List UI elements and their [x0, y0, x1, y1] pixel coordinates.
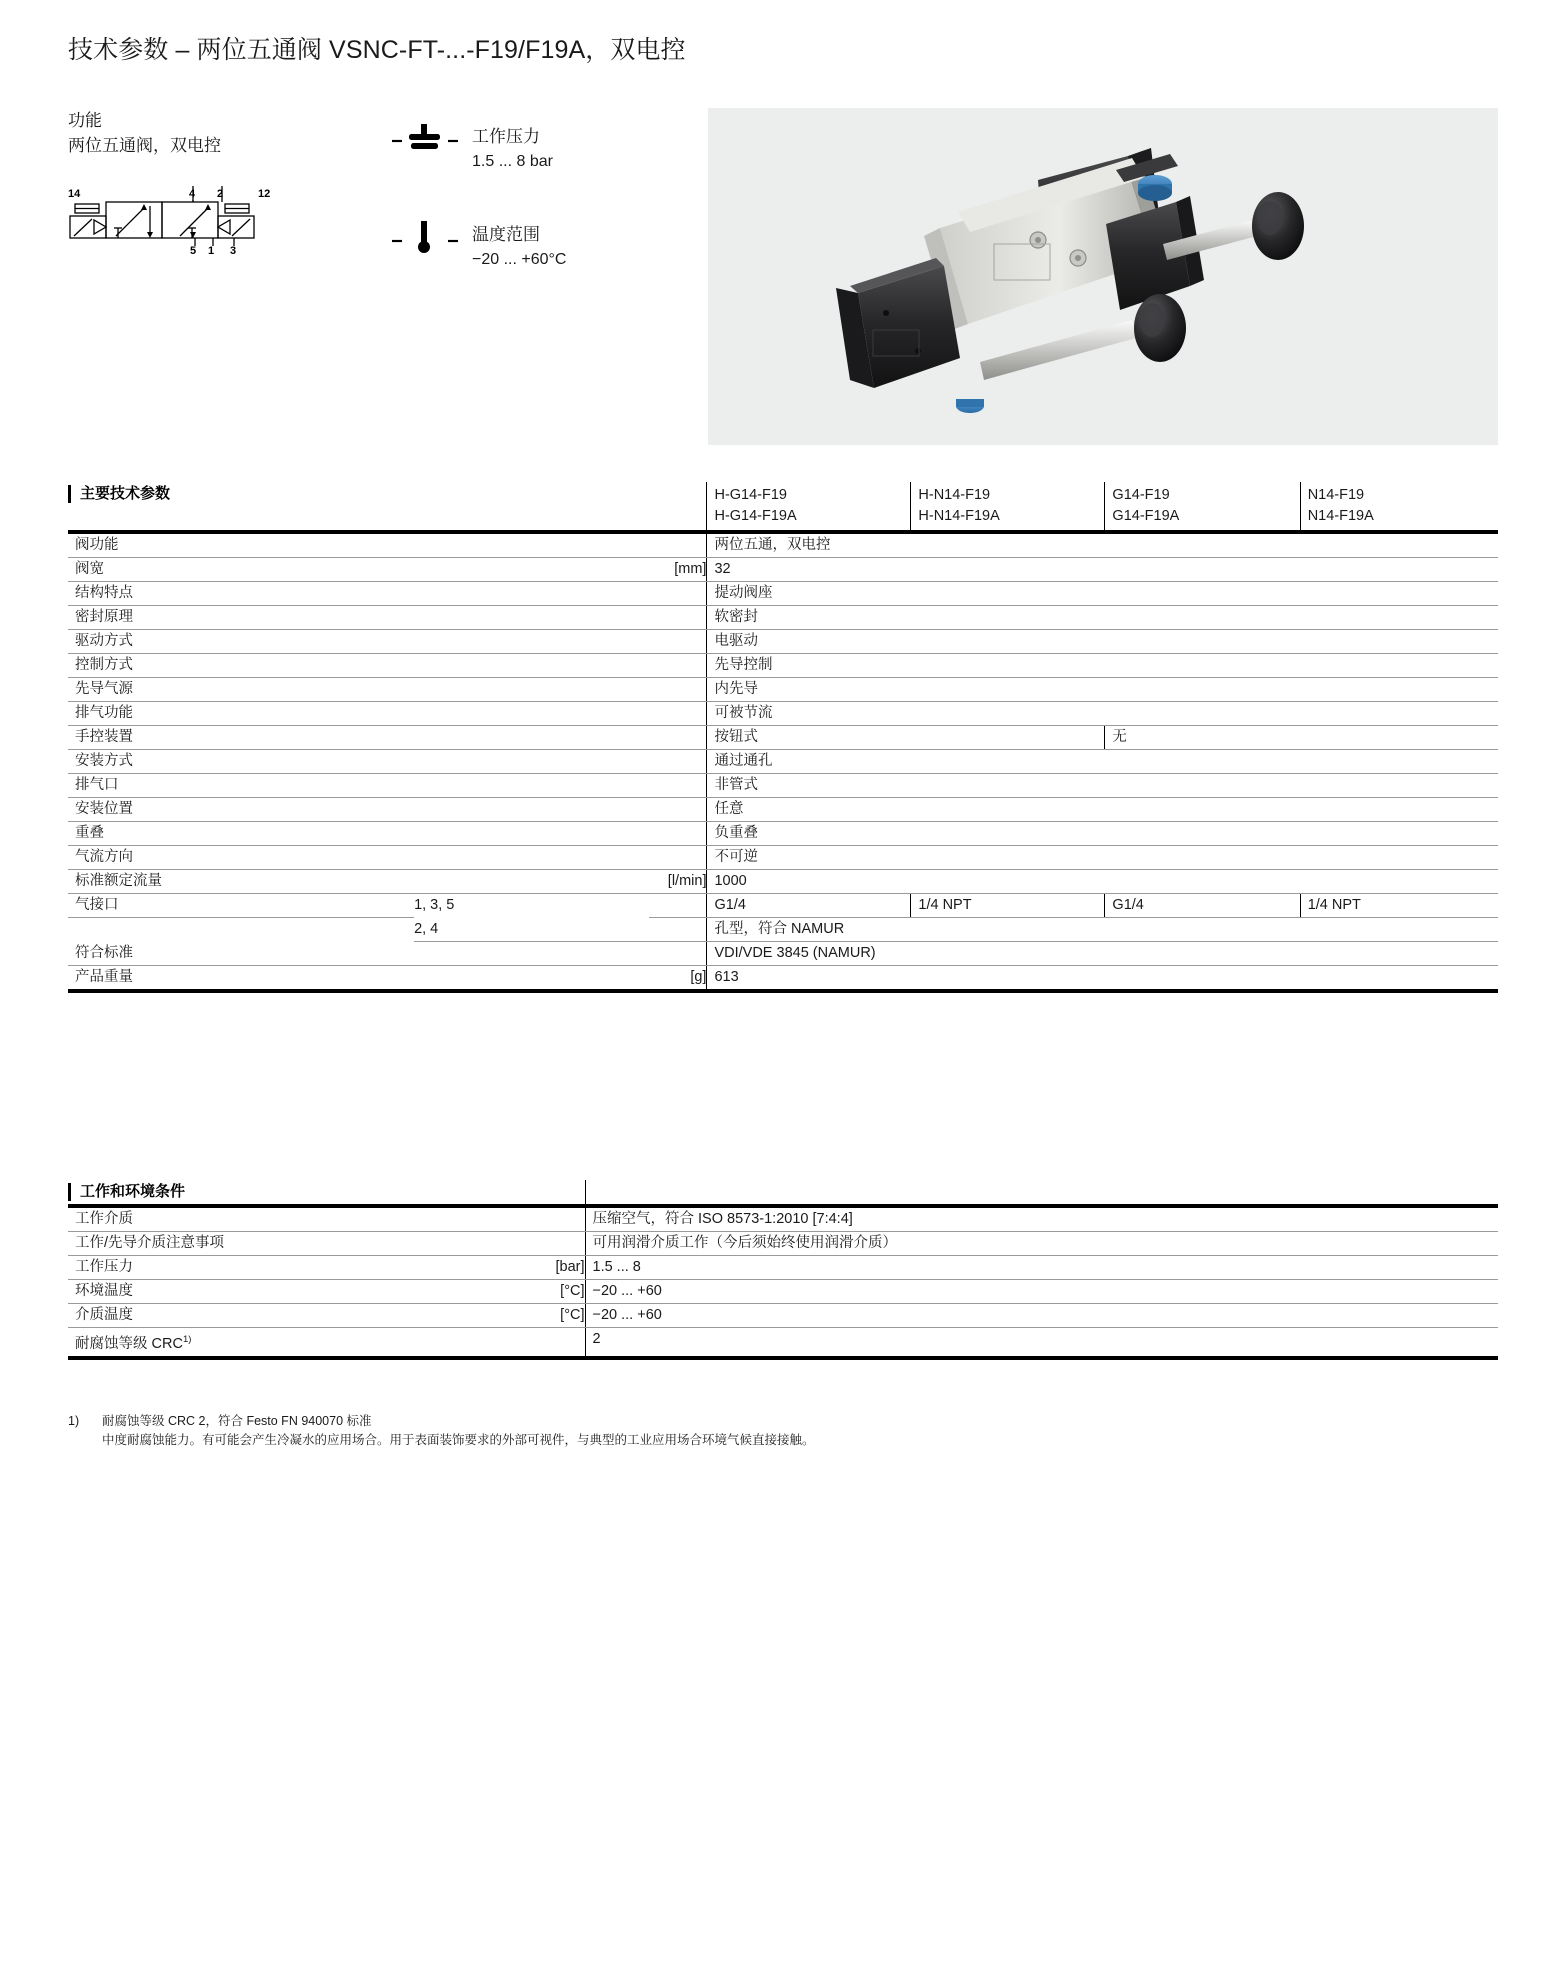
row-value: 先导控制 — [707, 654, 1498, 678]
row-sublabel — [348, 1232, 538, 1256]
row-value: G1/4 — [1105, 894, 1300, 918]
svg-text:3: 3 — [230, 245, 237, 257]
row-sublabel — [414, 750, 649, 774]
row-sublabel — [414, 798, 649, 822]
row-label: 工作介质 — [68, 1206, 348, 1232]
row-value: −20 ... +60 — [585, 1304, 1498, 1328]
table-row — [68, 870, 1498, 894]
row-unit — [649, 774, 707, 798]
row-unit — [649, 918, 707, 942]
table-row — [68, 558, 1498, 582]
table-row — [68, 678, 1498, 702]
table-row — [68, 606, 1498, 630]
row-value: G1/4 — [707, 894, 911, 918]
row-value: 1/4 NPT — [1300, 894, 1498, 918]
svg-text:14: 14 — [68, 188, 81, 200]
row-label: 安装位置 — [68, 798, 414, 822]
table-row — [68, 966, 1498, 992]
row-unit — [538, 1206, 585, 1232]
table-row — [68, 726, 1498, 750]
row-label: 控制方式 — [68, 654, 414, 678]
table-row — [68, 1206, 1498, 1232]
row-sublabel — [414, 846, 649, 870]
conditions-header-value-cell — [585, 1180, 1498, 1206]
row-sublabel — [414, 606, 649, 630]
row-sublabel — [414, 870, 649, 894]
row-sublabel — [414, 966, 649, 992]
row-unit — [649, 678, 707, 702]
row-sublabel — [414, 726, 649, 750]
row-label: 密封原理 — [68, 606, 414, 630]
conditions-table-section — [68, 1180, 1498, 1360]
row-value: 提动阀座 — [707, 582, 1498, 606]
table-row — [68, 1256, 1498, 1280]
row-unit: [°C] — [538, 1304, 585, 1328]
row-value: 1/4 NPT — [911, 894, 1105, 918]
table-row — [68, 822, 1498, 846]
spec-icon-list — [390, 125, 610, 321]
column-header-line2: H-G14-F19A — [714, 508, 797, 524]
row-unit — [649, 606, 707, 630]
row-value: 负重叠 — [707, 822, 1498, 846]
column-header-3 — [1105, 482, 1300, 532]
row-label: 介质温度 — [68, 1304, 348, 1328]
table-row — [68, 750, 1498, 774]
row-sublabel — [348, 1280, 538, 1304]
spec-value: 1.5 ... 8 bar — [472, 153, 553, 170]
row-value: 不可逆 — [707, 846, 1498, 870]
row-unit — [649, 532, 707, 558]
row-unit — [649, 894, 707, 918]
row-label: 先导气源 — [68, 678, 414, 702]
function-description: 两位五通阀，双电控 — [68, 136, 221, 155]
row-sublabel — [414, 678, 649, 702]
column-header-line1: G14-F19 — [1112, 487, 1170, 503]
footnote-line-2: 中度耐腐蚀能力。有可能会产生冷凝水的应用场合。用于表面装饰要求的外部可视件，与典型的工业应用场合环境气候直接接触。 — [102, 1433, 815, 1447]
spec-value: −20 ... +60°C — [472, 251, 567, 268]
spec-item-pressure — [390, 125, 610, 183]
conditions-table — [68, 1180, 1498, 1360]
table-row — [68, 918, 1498, 942]
row-value: 613 — [707, 966, 1498, 992]
row-value: 软密封 — [707, 606, 1498, 630]
row-label: 气接口 — [68, 894, 414, 918]
row-label: 环境温度 — [68, 1280, 348, 1304]
table-row — [68, 654, 1498, 678]
conditions-table-header-row — [68, 1180, 1498, 1206]
row-sublabel — [414, 774, 649, 798]
row-unit — [649, 582, 707, 606]
spec-label: 工作压力 — [472, 127, 540, 146]
column-header-1 — [707, 482, 911, 532]
row-sublabel — [414, 558, 649, 582]
row-label: 阀功能 — [68, 532, 414, 558]
row-value: −20 ... +60 — [585, 1280, 1498, 1304]
row-label: 排气功能 — [68, 702, 414, 726]
table-row — [68, 1280, 1498, 1304]
row-unit — [649, 750, 707, 774]
table-row — [68, 774, 1498, 798]
row-value: 2 — [585, 1328, 1498, 1358]
valve-product-photo — [708, 108, 1498, 445]
row-label: 工作/先导介质注意事项 — [68, 1232, 348, 1256]
row-unit — [649, 798, 707, 822]
function-block — [68, 108, 368, 158]
row-unit: [°C] — [538, 1280, 585, 1304]
row-label — [68, 918, 414, 942]
row-unit — [649, 726, 707, 750]
row-label: 手控装置 — [68, 726, 414, 750]
table-row — [68, 1328, 1498, 1358]
row-unit: [l/min] — [649, 870, 707, 894]
row-sublabel — [414, 702, 649, 726]
main-table-header-row — [68, 482, 1498, 532]
row-unit — [649, 846, 707, 870]
table-row — [68, 532, 1498, 558]
table-row — [68, 1232, 1498, 1256]
row-value: 压缩空气，符合 ISO 8573-1:2010 [7:4:4] — [585, 1206, 1498, 1232]
table-row — [68, 846, 1498, 870]
row-label: 排气口 — [68, 774, 414, 798]
row-unit — [649, 654, 707, 678]
row-value: 1.5 ... 8 — [585, 1256, 1498, 1280]
column-header-line1: N14-F19 — [1307, 487, 1365, 503]
row-label: 标准额定流量 — [68, 870, 414, 894]
row-sublabel — [414, 654, 649, 678]
row-label: 工作压力 — [68, 1256, 348, 1280]
svg-text:4: 4 — [189, 188, 196, 200]
svg-text:5: 5 — [190, 245, 197, 257]
row-value: 两位五通，双电控 — [707, 532, 1498, 558]
row-label: 耐腐蚀等级 CRC$^{1)}$ — [68, 1328, 348, 1358]
table-row — [68, 894, 1498, 918]
footnote-ref: 1) — [182, 1334, 192, 1345]
row-unit: [mm] — [649, 558, 707, 582]
row-label: 符合标准 — [68, 942, 414, 966]
main-spec-table-section — [68, 482, 1498, 993]
column-header-line2: H-N14-F19A — [918, 508, 1000, 524]
table-row — [68, 942, 1498, 966]
row-label: 驱动方式 — [68, 630, 414, 654]
svg-text:2: 2 — [217, 188, 224, 200]
main-table-caption: 主要技术参数 — [68, 485, 706, 503]
row-label: 结构特点 — [68, 582, 414, 606]
footnote — [68, 1412, 1498, 1450]
conditions-table-caption: 工作和环境条件 — [68, 1183, 585, 1201]
column-header-4 — [1300, 482, 1498, 532]
row-sublabel: 1, 3, 5 — [414, 897, 455, 913]
thermometer-icon — [390, 219, 460, 259]
table-row — [68, 1304, 1498, 1328]
column-header-line1: H-N14-F19 — [918, 487, 991, 503]
function-heading: 功能 — [68, 111, 102, 130]
row-sublabel — [348, 1206, 538, 1232]
row-label: 重叠 — [68, 822, 414, 846]
svg-text:12: 12 — [258, 188, 271, 200]
row-label: 气流方向 — [68, 846, 414, 870]
row-value: 任意 — [707, 798, 1498, 822]
pressure-gauge-icon — [390, 121, 460, 161]
row-sublabel — [414, 630, 649, 654]
row-value: 1000 — [707, 870, 1498, 894]
row-unit: [g] — [649, 966, 707, 992]
row-label: 产品重量 — [68, 966, 414, 992]
row-unit: [bar] — [538, 1256, 585, 1280]
row-value: VDI/VDE 3845 (NAMUR) — [707, 942, 1498, 966]
spec-label: 温度范围 — [472, 225, 540, 244]
page-title: 技术参数 – 两位五通阀 VSNC-FT-...-F19/F19A，双电控 — [68, 36, 686, 64]
row-value: 按钮式 — [707, 726, 1105, 750]
row-unit — [538, 1232, 585, 1256]
row-sublabel — [348, 1256, 538, 1280]
row-value: 通过通孔 — [707, 750, 1498, 774]
row-sublabel: 2, 4 — [414, 918, 649, 942]
row-sublabel — [414, 532, 649, 558]
footnote-line-1: 耐腐蚀等级 CRC 2，符合 Festo FN 940070 标准 — [102, 1414, 372, 1428]
column-header-line1: H-G14-F19 — [714, 487, 787, 503]
row-unit — [538, 1328, 585, 1358]
row-unit — [649, 630, 707, 654]
column-header-line2: G14-F19A — [1112, 508, 1180, 524]
row-sublabel — [414, 822, 649, 846]
spec-item-temperature — [390, 223, 610, 281]
column-header-line2: N14-F19A — [1307, 508, 1374, 524]
table-row — [68, 702, 1498, 726]
row-sublabel — [414, 582, 649, 606]
row-unit — [649, 822, 707, 846]
row-unit — [649, 702, 707, 726]
column-header-2 — [911, 482, 1105, 532]
row-sublabel — [414, 942, 649, 966]
row-label: 阀宽 — [68, 558, 414, 582]
row-value: 可用润滑介质工作（今后须始终使用润滑介质） — [585, 1232, 1498, 1256]
product-image-panel — [708, 108, 1498, 445]
row-sublabel — [348, 1328, 538, 1358]
row-unit — [649, 942, 707, 966]
table-row — [68, 582, 1498, 606]
svg-text:1: 1 — [208, 245, 215, 257]
row-label: 安装方式 — [68, 750, 414, 774]
row-value: 非管式 — [707, 774, 1498, 798]
row-value: 无 — [1105, 726, 1498, 750]
footnote-marker: 1) — [68, 1414, 80, 1428]
table-row — [68, 798, 1498, 822]
row-value: 孔型，符合 NAMUR — [707, 918, 1498, 942]
row-value: 电驱动 — [707, 630, 1498, 654]
row-sublabel — [348, 1304, 538, 1328]
main-spec-table — [68, 482, 1498, 993]
row-value: 可被节流 — [707, 702, 1498, 726]
table-row — [68, 630, 1498, 654]
valve-5-2-double-solenoid-symbol — [62, 186, 277, 258]
row-value: 内先导 — [707, 678, 1498, 702]
row-value: 32 — [707, 558, 1498, 582]
